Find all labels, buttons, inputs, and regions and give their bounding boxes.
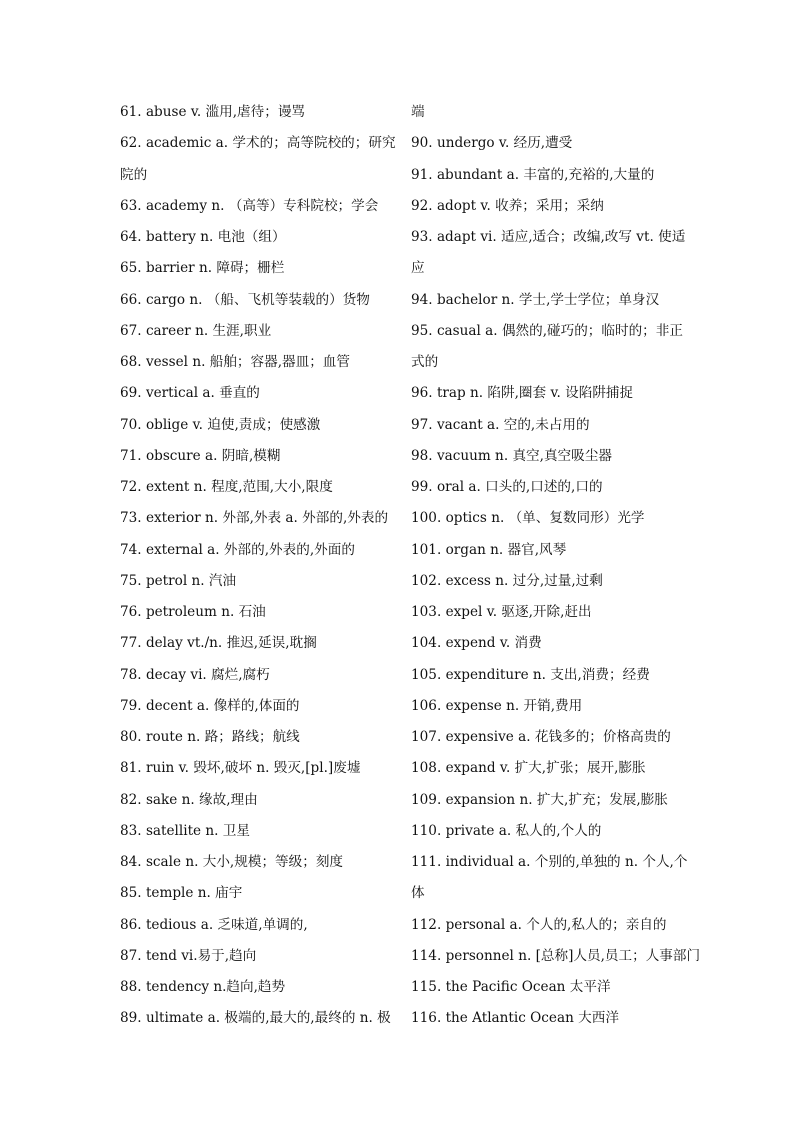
vocab-line: 72. extent n. 程度,范围,大小,限度: [120, 479, 333, 495]
vocab-line: 97. vacant a. 空的,未占用的: [411, 416, 590, 433]
vocab-line: 体: [411, 885, 425, 902]
vocab-line: 68. vessel n. 船舶；容器,器皿；血管: [120, 354, 350, 370]
vocab-line: 77. delay vt./n. 推迟,延误,耽搁: [120, 635, 317, 652]
right-column: [411, 101, 701, 1039]
vocab-line: 103. expel v. 驱逐,开除,赶出: [411, 604, 592, 620]
vocab-line: 75. petrol n. 汽油: [120, 572, 237, 589]
vocab-line: 96. trap n. 陷阱,圈套 v. 设陷阱捕捉: [411, 385, 634, 402]
vocab-line: 67. career n. 生涯,职业: [120, 322, 272, 339]
left-column: [120, 101, 396, 1039]
vocab-line: 61. abuse v. 滥用,虐待；谩骂: [120, 104, 306, 120]
vocab-line: 81. ruin v. 毁坏,破坏 n. 毁灭,[pl.]废墟: [120, 760, 361, 777]
vocab-line: 87. tend vi.易于,趋向: [120, 947, 257, 964]
vocab-line: 92. adopt v. 收养；采用；采纳: [411, 197, 604, 214]
vocab-line: 91. abundant a. 丰富的,充裕的,大量的: [411, 166, 655, 183]
vocab-line: 102. excess n. 过分,过量,过剩: [411, 572, 603, 589]
vocab-line: 100. optics n. （单、复数同形）光学: [411, 510, 645, 527]
vocab-line: 65. barrier n. 障碍；栅栏: [120, 260, 285, 277]
vocab-line: 74. external a. 外部的,外表的,外面的: [120, 541, 355, 558]
vocab-line: 80. route n. 路；路线；航线: [120, 729, 300, 745]
vocab-line: 64. battery n. 电池（组）: [120, 229, 286, 245]
vocab-line: 69. vertical a. 垂直的: [120, 385, 260, 402]
vocab-line: 104. expend v. 消费: [411, 635, 542, 652]
vocab-line: 78. decay vi. 腐烂,腐朽: [120, 666, 270, 683]
vocab-line: 79. decent a. 像样的,体面的: [120, 697, 300, 714]
vocab-line: 应: [411, 260, 425, 277]
vocab-line: 114. personnel n. [总称]人员,员工；人事部门: [411, 947, 701, 964]
vocab-line: 82. sake n. 缘故,理由: [120, 791, 258, 808]
vocab-line: 93. adapt vi. 适应,适合；改编,改写 vt. 使适: [411, 229, 686, 245]
vocab-line: 112. personal a. 个人的,私人的；亲自的: [411, 916, 667, 933]
vocab-line: 110. private a. 私人的,个人的: [411, 822, 602, 839]
vocab-line: 73. exterior n. 外部,外表 a. 外部的,外表的: [120, 510, 389, 527]
vocab-line: 106. expense n. 开销,费用: [411, 697, 583, 714]
vocab-line: 83. satellite n. 卫星: [120, 822, 250, 839]
vocab-line: 108. expand v. 扩大,扩张；展开,膨胀: [411, 760, 646, 777]
vocab-line: 84. scale n. 大小,规模；等级；刻度: [120, 854, 344, 870]
vocab-line: 76. petroleum n. 石油: [120, 604, 266, 620]
vocab-line: 115. the Pacific Ocean 太平洋: [411, 979, 611, 995]
vocab-line: 71. obscure a. 阴暗,模糊: [120, 447, 281, 464]
vocab-line: 90. undergo v. 经历,遭受: [411, 135, 573, 152]
vocab-line: 98. vacuum n. 真空,真空吸尘器: [411, 447, 612, 464]
vocab-line: 111. individual a. 个别的,单独的 n. 个人,个: [411, 854, 688, 870]
vocab-line: 88. tendency n.趋向,趋势: [120, 979, 286, 995]
vocab-line: 99. oral a. 口头的,口述的,口的: [411, 479, 603, 495]
vocab-line: 109. expansion n. 扩大,扩充；发展,膨胀: [411, 791, 668, 808]
vocab-line: 107. expensive a. 花钱多的；价格高贵的: [411, 729, 671, 745]
vocab-line: 式的: [411, 354, 439, 370]
vocab-line: 89. ultimate a. 极端的,最大的,最终的 n. 极: [120, 1010, 391, 1027]
vocab-line: 94. bachelor n. 学士,学士学位；单身汉: [411, 291, 660, 308]
vocab-line: 62. academic a. 学术的；高等院校的；研究: [120, 135, 396, 152]
vocab-line: 63. academy n. （高等）专科院校；学会: [120, 197, 379, 214]
vocab-line: 70. oblige v. 迫使,责成；使感激: [120, 416, 321, 433]
vocab-line: 101. organ n. 器官,风琴: [411, 541, 567, 558]
vocab-line: 116. the Atlantic Ocean 大西洋: [411, 1010, 619, 1027]
vocab-line: 85. temple n. 庙宇: [120, 885, 243, 902]
vocab-line: 86. tedious a. 乏味道,单调的,: [120, 916, 308, 933]
vocab-line: 105. expenditure n. 支出,消费；经费: [411, 666, 650, 683]
vocab-line: 95. casual a. 偶然的,碰巧的；临时的；非正: [411, 322, 683, 339]
vocab-line: 端: [411, 104, 425, 120]
vocab-line: 66. cargo n. （船、飞机等装载的）货物: [120, 291, 370, 308]
vocab-line: 院的: [120, 166, 148, 183]
